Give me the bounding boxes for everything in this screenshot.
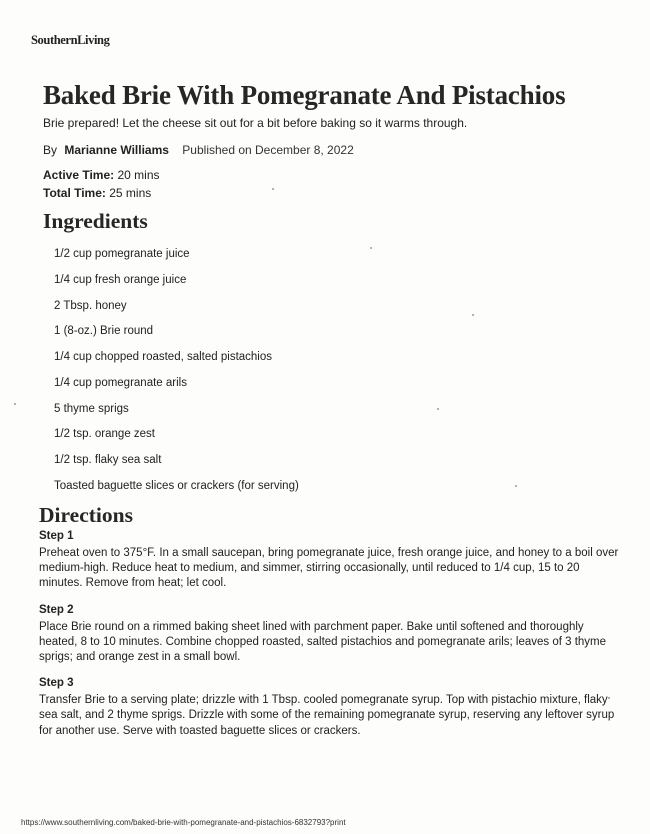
scan-speck (472, 314, 474, 316)
total-time-label: Total Time: (43, 186, 106, 200)
step-title: Step 1 (39, 530, 74, 542)
ingredient-item: 1/4 cup chopped roasted, salted pistachios (54, 351, 273, 363)
scan-speck (14, 403, 16, 405)
published-date: Published on December 8, 2022 (182, 143, 354, 157)
step-text: Transfer Brie to a serving plate; drizzle with 1 Tbsp. cooled pomegranate syrup. Top with pistachio mixture, flaky sea salt, and 2 thyme sprigs. Drizzle with some of the remaining pomegranate syrup, reserving any leftover syrup for another use. Serve with toasted baguette slices or crackers. (39, 694, 615, 737)
total-time-value: 25 mins (109, 186, 152, 200)
ingredient-item: 1/4 cup pomegranate arils (54, 376, 187, 389)
scan-speck (272, 188, 274, 190)
scan-speck (370, 247, 372, 249)
directions-heading: Directions (39, 503, 133, 527)
total-time (43, 186, 151, 200)
brand-logo: SouthernLiving (31, 33, 110, 47)
step-title: Step 3 (39, 677, 74, 690)
recipe-title: Baked Brie With Pomegranate And Pistachios (43, 80, 566, 110)
recipe-subtitle: Brie prepared! Let the cheese sit out for a bit before baking so it warms through. (43, 116, 468, 130)
byline (43, 143, 354, 157)
ingredient-item: Toasted baguette slices or crackers (for serving) (54, 479, 299, 492)
directions-steps (39, 530, 619, 751)
ingredient-item: 1/4 cup fresh orange juice (54, 273, 187, 286)
direction-step (39, 530, 619, 592)
scan-speck (437, 408, 439, 410)
ingredients-heading: Ingredients (43, 209, 148, 233)
ingredient-item: 5 thyme sprigs (54, 402, 129, 415)
ingredient-item: 1/2 tsp. flaky sea salt (54, 454, 162, 466)
active-time-label: Active Time: (43, 168, 115, 182)
footer-url: https://www.southernliving.com/baked-brie-with-pomegranate-and-pistachios-6832793?print (21, 818, 346, 827)
ingredient-item: 2 Tbsp. honey (54, 299, 127, 312)
byline-by: By (43, 143, 58, 157)
step-title: Step 2 (39, 603, 74, 616)
step-text: Preheat oven to 375°F. In a small saucepan, bring pomegranate juice, fresh orange juice, and honey to a boil over medium-high. Reduce heat to medium, and simmer, stirring occasionally, until reduced to 1/4 cup, 15 to 20 minutes. Remove from heat; let cool. (39, 547, 619, 590)
ingredients-list (54, 246, 299, 504)
ingredient-item: 1/2 cup pomegranate juice (54, 248, 190, 260)
active-time (43, 168, 160, 182)
step-text: Place Brie round on a rimmed baking sheet lined with parchment paper. Bake until softened and thoroughly heated, 8 to 10 minutes. Combine chopped roasted, salted pistachios and pomegranate arils; leaves of 3 thyme sprigs; and orange zest in a small bowl. (39, 620, 607, 664)
ingredient-item: 1 (8-oz.) Brie round (54, 325, 154, 338)
direction-step (39, 677, 619, 739)
direction-step (39, 604, 619, 666)
scan-speck (608, 697, 610, 699)
active-time-value: 20 mins (117, 168, 160, 182)
scan-speck (515, 485, 517, 487)
ingredient-item: 1/2 tsp. orange zest (54, 428, 156, 441)
author-name: Marianne Williams (64, 143, 169, 157)
